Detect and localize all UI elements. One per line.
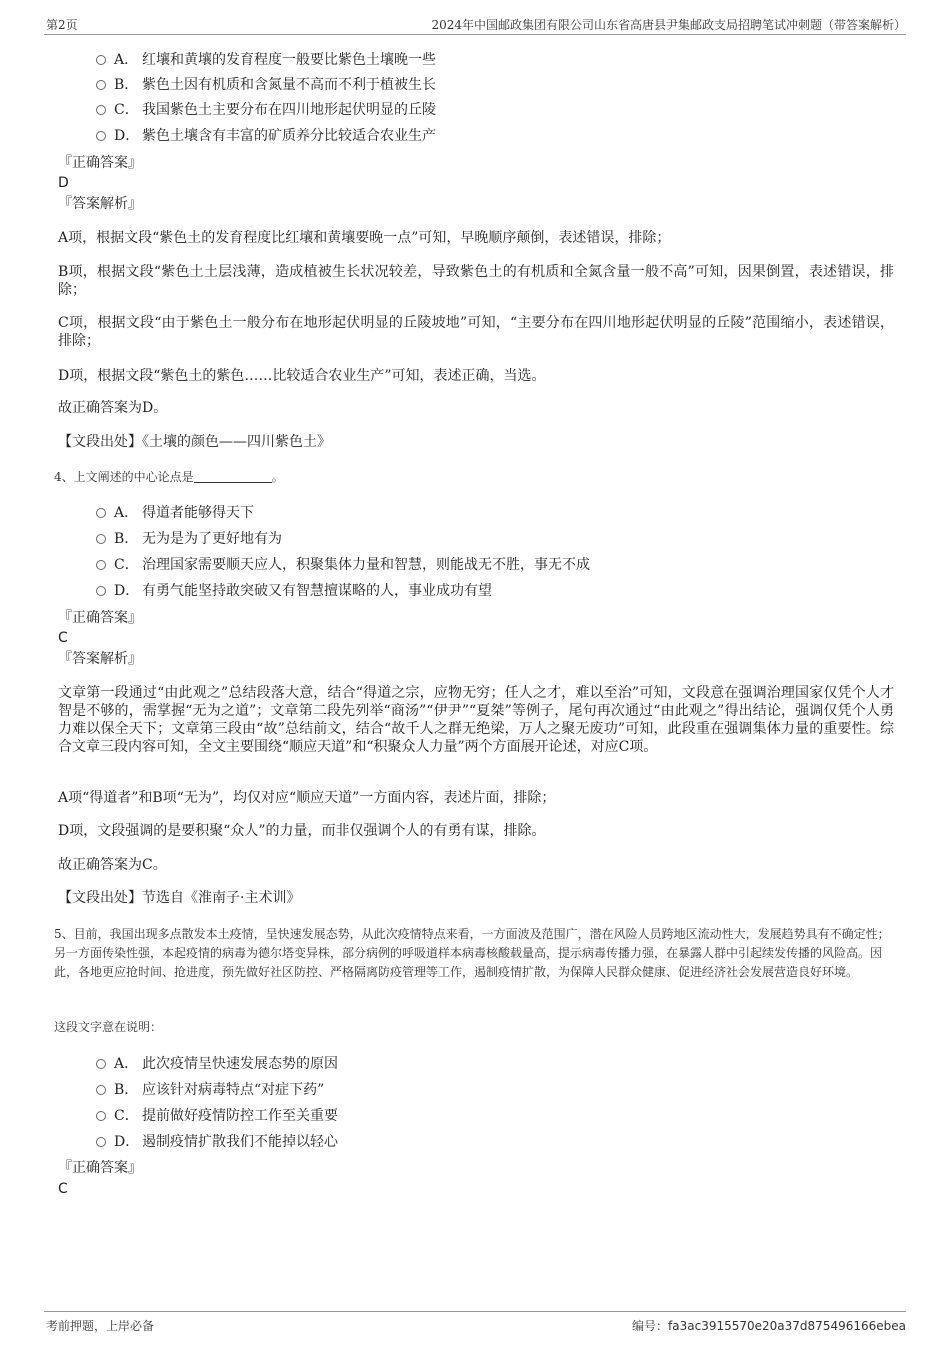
q3-analysis-label: 『答案解析』 <box>58 196 142 212</box>
q5-question: 这段文字意在说明： <box>54 1020 163 1034</box>
radio-icon[interactable] <box>96 586 106 596</box>
q4-answer: C <box>58 630 68 646</box>
q3-answer: D <box>58 175 69 191</box>
radio-icon[interactable] <box>96 560 106 570</box>
q4-source: 【文段出处】节选自《淮南子·主术训》 <box>58 890 301 906</box>
q4-answer-label: 『正确答案』 <box>58 610 142 626</box>
radio-icon[interactable] <box>96 1059 106 1069</box>
q4-analysis-ab: A项“得道者”和B项“无为”，均仅对应“顺应天道”一方面内容，表述片面，排除； <box>58 790 556 806</box>
page-number: 第2页 <box>46 18 78 32</box>
radio-icon[interactable] <box>96 1137 106 1147</box>
q5-option-a[interactable]: A． 此次疫情呈快速发展态势的原因 <box>96 1054 338 1074</box>
q3-option-a[interactable]: A． 红壤和黄壤的发育程度一般要比紫色土壤晚一些 <box>96 50 436 70</box>
q4-analysis-label: 『答案解析』 <box>58 651 142 667</box>
q4-stem: 4、上文阐述的中心论点是 。 <box>54 470 284 484</box>
document-id: 编号：fa3ac3915570e20a37d875496166ebea <box>632 1319 906 1333</box>
q4-analysis-main: 文章第一段通过“由此观之”总结段落大意，结合“得道之宗，应物无穷；任人之才，难以至治”可知，文段意在强调治理国家仅凭个人才智是不够的，需掌握“无为之道”；文章第二段先列举“商汤”“伊尹”“夏桀”等例子，尾句再次通过“由此观之”得出结论，强调仅凭个人勇力难以保全天下；文章第三段由“故”总结前文，结合“故千人之群无绝梁，万人之聚无废功”可知，此段重在强调集体力量的重要性。综合文章三段内容可知，全文主要围绕“顺应天道”和“积聚众人力量”两个方面展开论述，对应C项。 <box>58 685 894 755</box>
q3-answer-label: 『正确答案』 <box>58 155 142 171</box>
q5-stem: 5、目前，我国出现多点散发本土疫情，呈快速发展态势，从此次疫情特点来看，一方面波及范围广，潜在风险人员跨地区流动性大，发展趋势具有不确定性；另一方面传染性强，本起疫情的病毒为德尔塔变异株，部分病例的呼吸道样本病毒核酸载量高，提示病毒传播力强，在暴露人群中引起续发传播的风险高。因此，各地更应抢时间、抢进度，预先做好社区防控、严格隔离防疫管理等工作，遏制疫情扩散，为保障人民群众健康、促进经济社会发展营造良好环境。 <box>54 927 890 979</box>
document-title: 2024年中国邮政集团有限公司山东省高唐县尹集邮政支局招聘笔试冲刺题（带答案解析） <box>431 18 906 32</box>
q3-analysis-d: D项，根据文段“紫色土的紫色……比较适合农业生产”可知，表述正确，当选。 <box>58 368 546 384</box>
q3-analysis-a: A项，根据文段“紫色土的发育程度比红壤和黄壤要晚一点”可知，早晚顺序颠倒，表述错误，排除； <box>58 230 671 246</box>
q4-option-b[interactable]: B． 无为是为了更好地有为 <box>96 529 282 549</box>
q3-option-d[interactable]: D． 紫色土壤含有丰富的矿质养分比较适合农业生产 <box>96 126 436 146</box>
q3-analysis-c: C项，根据文段“由于紫色土一般分布在地形起伏明显的丘陵坡地”可知，“主要分布在四川地形起伏明显的丘陵”范围缩小，表述错误，排除； <box>58 315 894 349</box>
answer-blank <box>194 470 272 483</box>
q4-option-d[interactable]: D． 有勇气能坚持敢突破又有智慧擅谋略的人，事业成功有望 <box>96 581 492 601</box>
radio-icon[interactable] <box>96 1111 106 1121</box>
footer-slogan: 考前押题，上岸必备 <box>46 1319 155 1333</box>
q5-option-d[interactable]: D． 遏制疫情扩散我们不能掉以轻心 <box>96 1132 338 1152</box>
q3-conclusion: 故正确答案为D。 <box>58 400 168 416</box>
q3-option-c[interactable]: C． 我国紫色土主要分布在四川地形起伏明显的丘陵 <box>96 100 436 120</box>
radio-icon[interactable] <box>96 534 106 544</box>
q4-option-c[interactable]: C． 治理国家需要顺天应人，积聚集体力量和智慧，则能战无不胜，事无不成 <box>96 555 590 575</box>
radio-icon[interactable] <box>96 131 106 141</box>
radio-icon[interactable] <box>96 1085 106 1095</box>
radio-icon[interactable] <box>96 55 106 65</box>
radio-icon[interactable] <box>96 80 106 90</box>
q4-option-a[interactable]: A． 得道者能够得天下 <box>96 503 254 523</box>
q3-analysis-b: B项，根据文段“紫色土土层浅薄，造成植被生长状况较差，导致紫色土的有机质和全氮含量一般不高”可知，因果倒置，表述错误，排除； <box>58 264 894 298</box>
radio-icon[interactable] <box>96 508 106 518</box>
page-header <box>44 14 906 35</box>
q5-option-b[interactable]: B． 应该针对病毒特点“对症下药” <box>96 1080 324 1100</box>
q5-option-c[interactable]: C． 提前做好疫情防控工作至关重要 <box>96 1106 338 1126</box>
q5-answer-label: 『正确答案』 <box>58 1160 142 1176</box>
q3-option-b[interactable]: B． 紫色土因有机质和含氮量不高而不利于植被生长 <box>96 75 436 95</box>
q4-conclusion: 故正确答案为C。 <box>58 857 167 873</box>
page-footer <box>44 1311 906 1338</box>
radio-icon[interactable] <box>96 105 106 115</box>
q4-analysis-d: D项，文段强调的是要积聚“众人”的力量，而非仅强调个人的有勇有谋，排除。 <box>58 823 546 839</box>
q3-source: 【文段出处】《土壤的颜色——四川紫色土》 <box>58 434 331 450</box>
q5-answer: C <box>58 1181 68 1197</box>
